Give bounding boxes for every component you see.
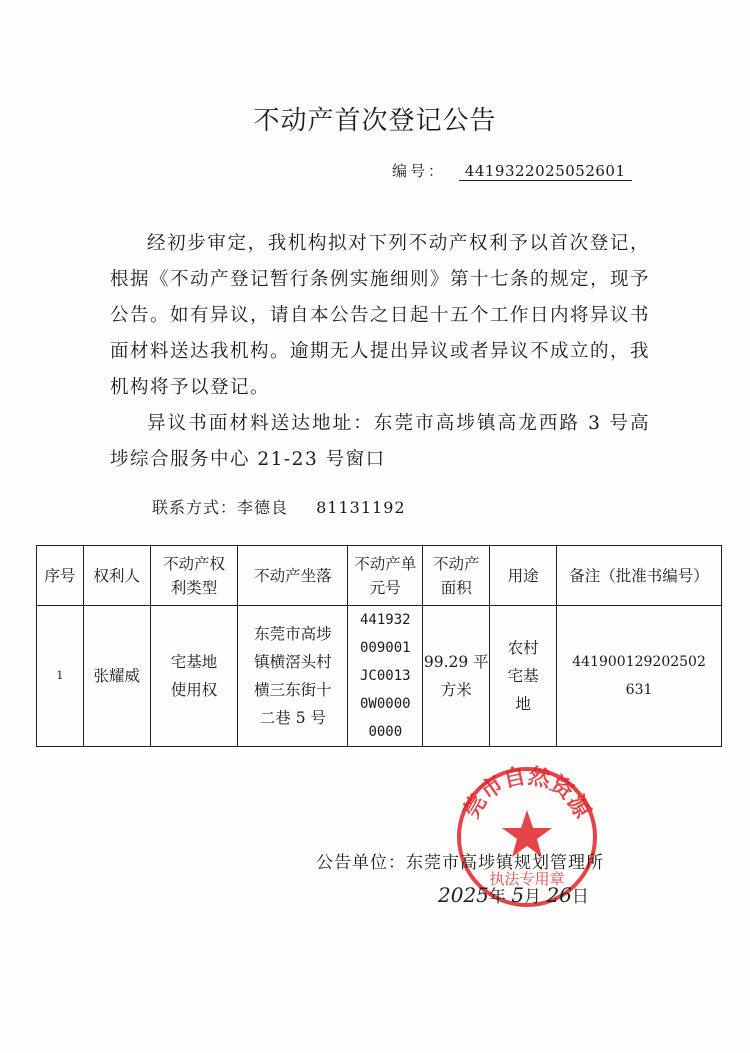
document-number-value: 4419322025052601 bbox=[459, 162, 632, 181]
svg-text:莞市自然资源: 莞市自然资源 bbox=[459, 764, 595, 823]
contact-phone: 81131192 bbox=[316, 498, 406, 517]
notice-paragraph-1: 经初步审定，我机构拟对下列不动产权利予以首次登记，根据《不动产登记暂行条例实施细则》第十七条的规定，现予公告。如有异议，请自本公告之日起十五个工作日内将异议书面材料送达我机构。逾期无人提出异议或者异议不成立的，我机构将予以登记。 bbox=[110, 233, 651, 398]
date-year-char: 年 bbox=[488, 887, 506, 907]
cell-location: 东莞市高埗镇横滘头村横三东街十二巷 5 号 bbox=[238, 606, 348, 747]
header-holder: 权利人 bbox=[83, 546, 150, 606]
cell-unit-no: 441932009001JC00130W00000000 bbox=[348, 606, 423, 747]
date-day: 26 bbox=[546, 883, 572, 907]
header-right-type: 不动产权利类型 bbox=[150, 546, 238, 606]
cell-right-type: 宅基地使用权 bbox=[150, 606, 238, 747]
header-location: 不动产坐落 bbox=[238, 546, 348, 606]
date-day-char: 日 bbox=[571, 887, 589, 907]
header-remark: 备注（批准书编号） bbox=[557, 546, 722, 606]
notice-body bbox=[110, 226, 650, 478]
document-number-label: 编号： bbox=[392, 162, 447, 180]
svg-text:执法专用章: 执法专用章 bbox=[489, 870, 565, 888]
date-year: 2025 bbox=[438, 883, 489, 907]
header-seq: 序号 bbox=[37, 546, 84, 606]
table-header-row bbox=[37, 546, 722, 606]
document-number bbox=[392, 160, 632, 181]
cell-holder: 张耀威 bbox=[83, 606, 150, 747]
date-month: 5 bbox=[511, 883, 525, 907]
registration-table bbox=[36, 545, 722, 747]
notice-title: 不动产首次登记公告 bbox=[253, 106, 497, 136]
cell-area: 99.29 平方米 bbox=[423, 606, 490, 747]
contact-info bbox=[152, 495, 406, 518]
header-use: 用途 bbox=[490, 546, 557, 606]
issue-date bbox=[438, 882, 589, 907]
header-area: 不动产面积 bbox=[423, 546, 490, 606]
cell-remark: 441900129202502631 bbox=[557, 606, 722, 747]
contact-label: 联系方式：李德良 bbox=[152, 498, 289, 517]
header-unit-no: 不动产单元号 bbox=[348, 546, 423, 606]
issuing-unit: 公告单位：东莞市高埗镇规划管理所 bbox=[316, 853, 604, 873]
notice-paragraph-2: 异议书面材料送达地址：东莞市高埗镇高龙西路 3 号高埗综合服务中心 21-23 号窗口 bbox=[110, 413, 650, 470]
table-row bbox=[37, 606, 722, 747]
date-month-char: 月 bbox=[524, 887, 542, 907]
cell-seq: 1 bbox=[37, 606, 84, 747]
cell-use: 农村宅基地 bbox=[490, 606, 557, 747]
